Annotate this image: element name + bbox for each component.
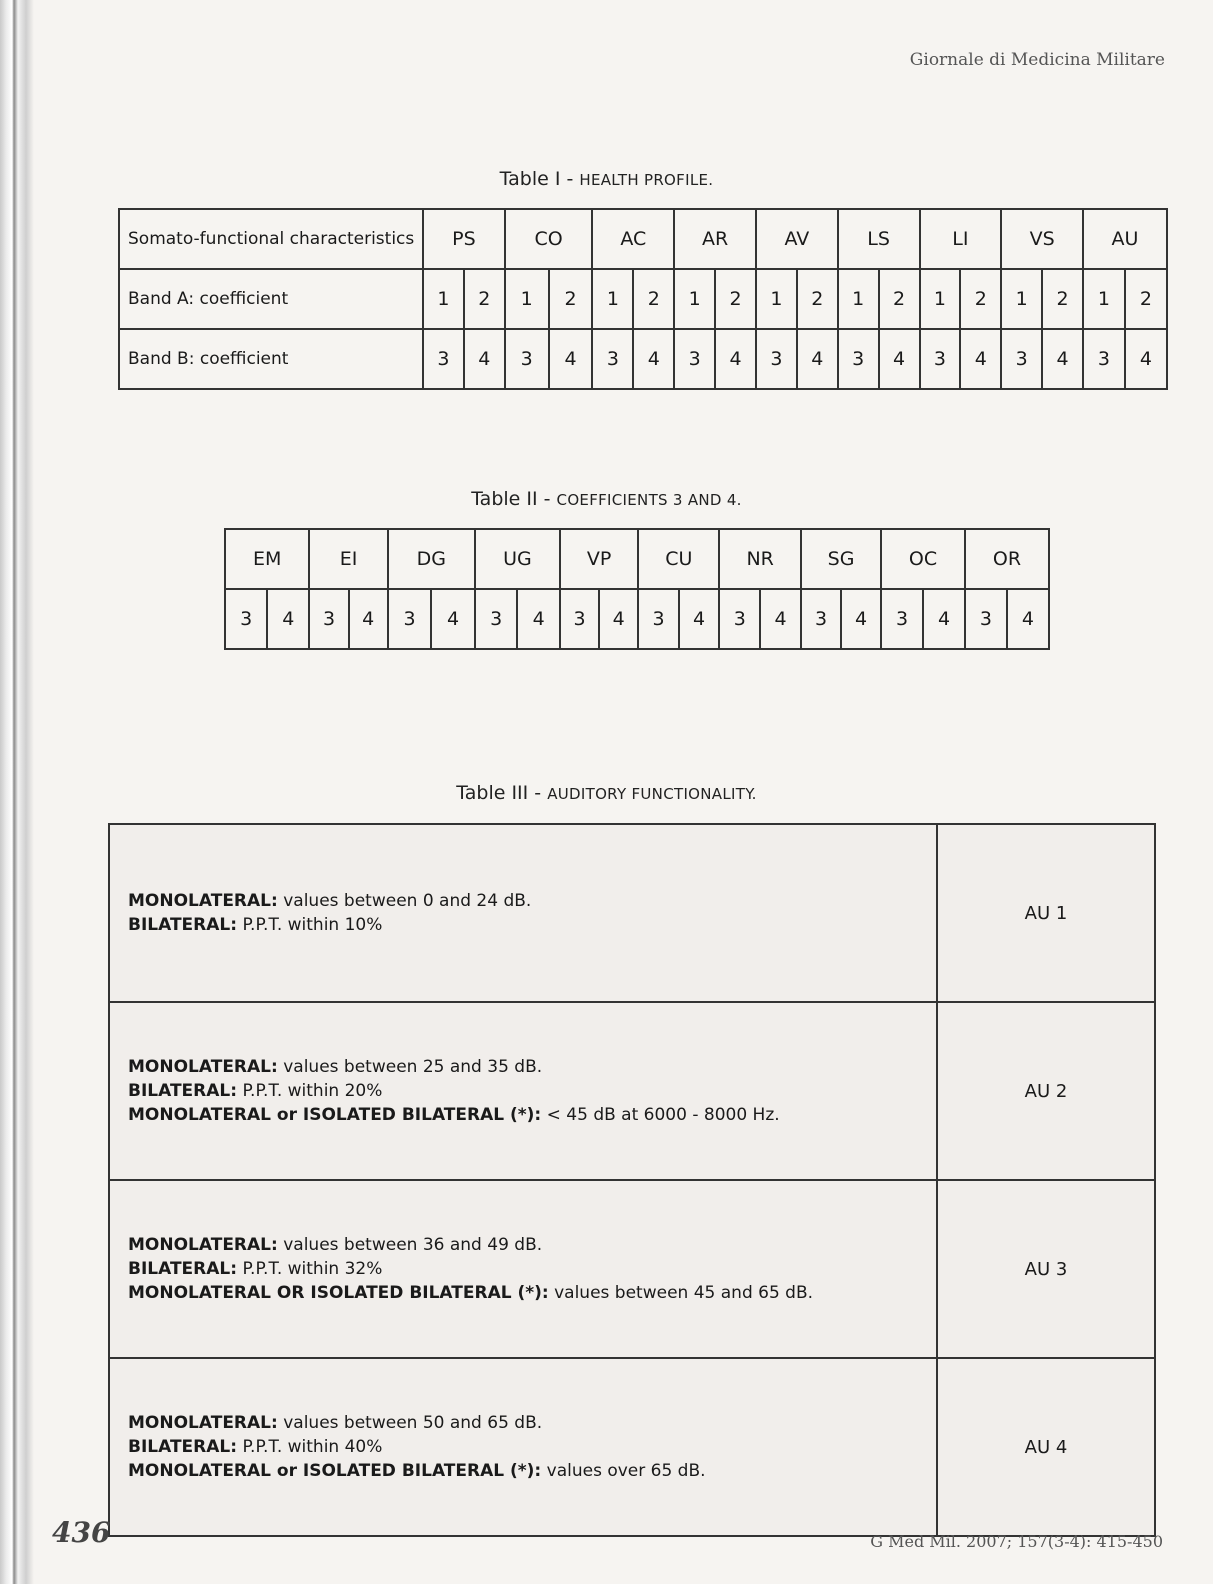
band-b-coefficient: 4 xyxy=(797,329,838,389)
table-row xyxy=(119,209,1167,269)
column-header: LS xyxy=(838,209,920,269)
column-header: AV xyxy=(756,209,838,269)
criteria-term: BILATERAL: xyxy=(128,1437,238,1457)
criteria-line xyxy=(128,913,918,937)
table-row xyxy=(225,589,1049,649)
coefficient-value: 4 xyxy=(923,589,965,649)
coefficient-value: 3 xyxy=(560,589,599,649)
coefficient-value: 3 xyxy=(388,589,432,649)
coefficient-value: 4 xyxy=(431,589,475,649)
criteria-line xyxy=(128,1435,918,1459)
table-row xyxy=(109,1180,1155,1358)
au-code: AU 3 xyxy=(937,1180,1155,1358)
page-number: 436 xyxy=(52,1516,111,1549)
band-b-coefficient: 3 xyxy=(920,329,961,389)
column-header: DG xyxy=(388,529,475,589)
band-b-coefficient: 4 xyxy=(1042,329,1083,389)
criteria-text: P.P.T. within 20% xyxy=(237,1081,383,1101)
coefficient-value: 4 xyxy=(679,589,720,649)
band-a-coefficient: 2 xyxy=(960,269,1001,329)
au-code: AU 4 xyxy=(937,1358,1155,1536)
coefficient-value: 4 xyxy=(599,589,638,649)
coefficient-value: 4 xyxy=(517,589,560,649)
criteria-line xyxy=(128,1103,918,1127)
band-b-coefficient: 3 xyxy=(423,329,464,389)
band-a-coefficient: 2 xyxy=(1125,269,1167,329)
criteria-text: values between 36 and 49 dB. xyxy=(277,1235,543,1255)
band-b-coefficient: 3 xyxy=(1083,329,1125,389)
criteria-term: MONOLATERAL OR ISOLATED BILATERAL (*): xyxy=(128,1283,549,1303)
band-a-coefficient: 2 xyxy=(1042,269,1083,329)
column-header: EI xyxy=(309,529,387,589)
band-b-coefficient: 4 xyxy=(960,329,1001,389)
criteria-line xyxy=(128,1079,918,1103)
column-header: AR xyxy=(674,209,756,269)
au-code: AU 1 xyxy=(937,824,1155,1002)
band-b-coefficient: 4 xyxy=(549,329,593,389)
criteria-term: BILATERAL: xyxy=(128,915,238,935)
band-a-coefficient: 1 xyxy=(592,269,633,329)
criteria-text: P.P.T. within 32% xyxy=(237,1259,383,1279)
column-header: EM xyxy=(225,529,309,589)
band-a-coefficient: 2 xyxy=(633,269,674,329)
band-a-label: Band A: coefficient xyxy=(119,269,423,329)
table-row xyxy=(119,269,1167,329)
criteria-term: BILATERAL: xyxy=(128,1259,238,1279)
band-b-label: Band B: coefficient xyxy=(119,329,423,389)
criteria-term: BILATERAL: xyxy=(128,1081,238,1101)
criteria-text: P.P.T. within 40% xyxy=(237,1437,383,1457)
table2-caption-title: COEFFICIENTS 3 AND 4. xyxy=(556,491,742,509)
column-header: LI xyxy=(920,209,1002,269)
column-header: VS xyxy=(1001,209,1083,269)
table3-caption-title: AUDITORY FUNCTIONALITY. xyxy=(547,785,757,803)
coefficient-value: 4 xyxy=(841,589,881,649)
band-a-coefficient: 1 xyxy=(756,269,797,329)
table-row xyxy=(109,1002,1155,1180)
row-label-header: Somato-functional characteristics xyxy=(119,209,423,269)
coefficient-value: 4 xyxy=(760,589,801,649)
criteria-text: values between 25 and 35 dB. xyxy=(277,1057,543,1077)
criteria-term: MONOLATERAL or ISOLATED BILATERAL (*): xyxy=(128,1461,542,1481)
column-header: VP xyxy=(560,529,638,589)
coefficients-table xyxy=(224,528,1050,650)
coefficient-value: 3 xyxy=(638,589,679,649)
band-b-coefficient: 3 xyxy=(756,329,797,389)
column-header: AU xyxy=(1083,209,1167,269)
band-b-coefficient: 4 xyxy=(464,329,505,389)
table-row xyxy=(225,529,1049,589)
criteria-text: < 45 dB at 6000 - 8000 Hz. xyxy=(541,1105,780,1125)
table3-caption xyxy=(0,782,1213,804)
band-a-coefficient: 1 xyxy=(505,269,549,329)
criteria-line xyxy=(128,1233,918,1257)
coefficient-value: 3 xyxy=(475,589,518,649)
criteria-line xyxy=(128,1459,918,1483)
table2-caption xyxy=(0,488,1213,510)
coefficient-value: 4 xyxy=(349,589,388,649)
coefficient-value: 3 xyxy=(719,589,760,649)
criteria-text: values between 50 and 65 dB. xyxy=(277,1413,543,1433)
table1-caption-title: HEALTH PROFILE. xyxy=(579,171,714,189)
table-row xyxy=(119,329,1167,389)
criteria-line xyxy=(128,1281,918,1305)
table1-caption xyxy=(0,168,1213,190)
health-profile-table xyxy=(118,208,1168,390)
coefficient-value: 3 xyxy=(965,589,1007,649)
journal-title: Giornale di Medicina Militare xyxy=(909,50,1165,70)
band-a-coefficient: 1 xyxy=(1001,269,1042,329)
band-b-coefficient: 3 xyxy=(505,329,549,389)
criteria-text: P.P.T. within 10% xyxy=(237,915,383,935)
column-header: OC xyxy=(881,529,965,589)
criteria-term: MONOLATERAL: xyxy=(128,1235,278,1255)
citation: G Med Mil. 2007; 157(3-4): 415-450 xyxy=(870,1532,1163,1551)
column-header: OR xyxy=(965,529,1049,589)
column-header: CU xyxy=(638,529,719,589)
criteria-line xyxy=(128,1411,918,1435)
criteria-line xyxy=(128,1055,918,1079)
band-b-coefficient: 3 xyxy=(838,329,879,389)
au-code: AU 2 xyxy=(937,1002,1155,1180)
table2-caption-prefix: Table II - xyxy=(471,488,557,510)
band-b-coefficient: 4 xyxy=(715,329,756,389)
coefficient-value: 4 xyxy=(1007,589,1049,649)
band-a-coefficient: 1 xyxy=(1083,269,1125,329)
band-a-coefficient: 1 xyxy=(423,269,464,329)
auditory-functionality-table xyxy=(108,823,1156,1537)
band-a-coefficient: 2 xyxy=(797,269,838,329)
criteria-cell xyxy=(109,824,937,1002)
band-a-coefficient: 2 xyxy=(549,269,593,329)
band-b-coefficient: 3 xyxy=(674,329,715,389)
band-a-coefficient: 2 xyxy=(879,269,920,329)
table3-caption-prefix: Table III - xyxy=(456,782,548,804)
band-b-coefficient: 4 xyxy=(633,329,674,389)
criteria-text: values between 0 and 24 dB. xyxy=(277,891,532,911)
column-header: CO xyxy=(505,209,593,269)
column-header: NR xyxy=(719,529,801,589)
criteria-line xyxy=(128,1257,918,1281)
band-b-coefficient: 4 xyxy=(879,329,920,389)
criteria-text: values between 45 and 65 dB. xyxy=(548,1283,814,1303)
band-b-coefficient: 4 xyxy=(1125,329,1167,389)
table1-caption-prefix: Table I - xyxy=(499,168,580,190)
criteria-cell xyxy=(109,1002,937,1180)
criteria-term: MONOLATERAL: xyxy=(128,891,278,911)
criteria-term: MONOLATERAL: xyxy=(128,1057,278,1077)
table-row xyxy=(109,824,1155,1002)
criteria-cell xyxy=(109,1358,937,1536)
band-b-coefficient: 3 xyxy=(1001,329,1042,389)
column-header: PS xyxy=(423,209,505,269)
criteria-line xyxy=(128,889,918,913)
criteria-text: values over 65 dB. xyxy=(541,1461,706,1481)
band-b-coefficient: 3 xyxy=(592,329,633,389)
band-a-coefficient: 2 xyxy=(715,269,756,329)
band-a-coefficient: 1 xyxy=(674,269,715,329)
column-header: AC xyxy=(592,209,674,269)
band-a-coefficient: 1 xyxy=(838,269,879,329)
coefficient-value: 3 xyxy=(225,589,267,649)
coefficient-value: 4 xyxy=(267,589,309,649)
table-row xyxy=(109,1358,1155,1536)
column-header: UG xyxy=(475,529,560,589)
criteria-term: MONOLATERAL: xyxy=(128,1413,278,1433)
coefficient-value: 3 xyxy=(801,589,841,649)
coefficient-value: 3 xyxy=(309,589,348,649)
coefficient-value: 3 xyxy=(881,589,923,649)
criteria-cell xyxy=(109,1180,937,1358)
band-a-coefficient: 1 xyxy=(920,269,961,329)
column-header: SG xyxy=(801,529,881,589)
band-a-coefficient: 2 xyxy=(464,269,505,329)
criteria-term: MONOLATERAL or ISOLATED BILATERAL (*): xyxy=(128,1105,542,1125)
